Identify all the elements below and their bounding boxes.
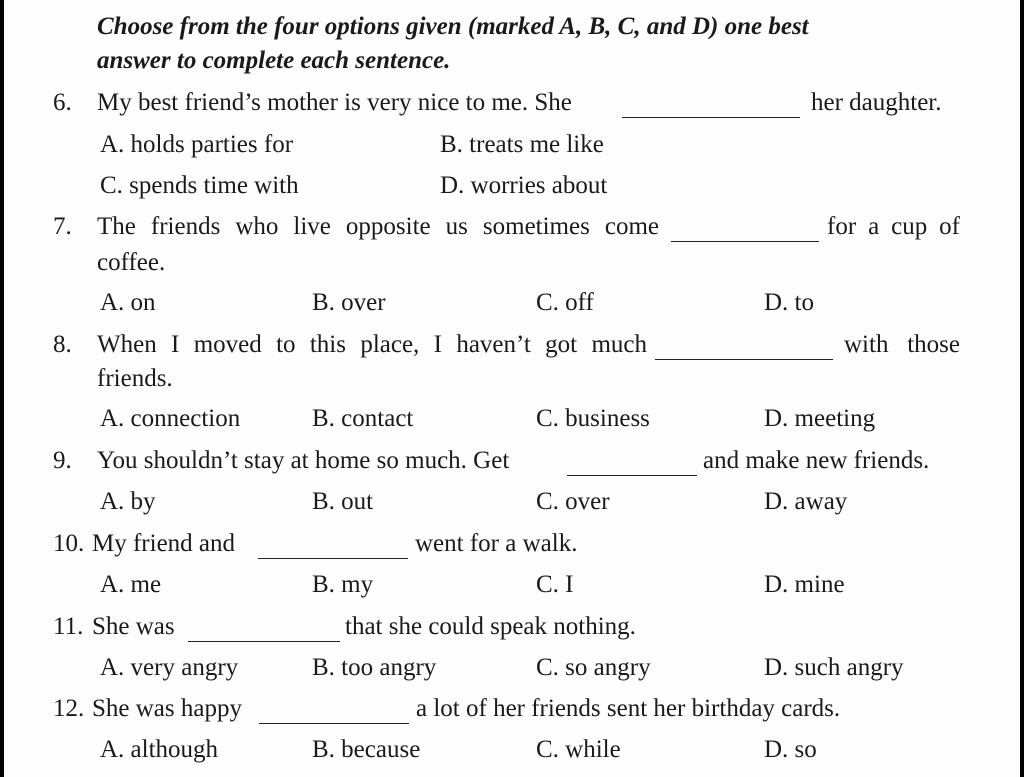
question-text-after: a lot of her friends sent her birthday cards. <box>416 695 841 722</box>
option-a[interactable]: A. by <box>100 488 156 515</box>
answer-blank[interactable] <box>188 641 340 642</box>
option-c[interactable]: C. while <box>536 736 621 763</box>
question-number: 10. <box>53 530 85 557</box>
question-text-after: her daughter. <box>811 89 942 116</box>
question-text-after: and make new friends. <box>703 447 930 474</box>
option-b[interactable]: B. contact <box>312 405 414 432</box>
option-c[interactable]: C. off <box>536 289 594 316</box>
question-text: My best friend’s mother is very nice to me. She <box>97 89 572 116</box>
answer-blank[interactable] <box>259 723 409 724</box>
option-b[interactable]: B. too angry <box>312 654 437 681</box>
question-number: 11. <box>53 613 84 640</box>
option-a[interactable]: A. connection <box>100 405 241 432</box>
answer-blank[interactable] <box>567 475 697 476</box>
question-text-after: with those <box>844 331 960 358</box>
answer-blank[interactable] <box>671 241 819 242</box>
question-text: The friends who live opposite us sometimes come <box>97 213 659 240</box>
answer-blank[interactable] <box>622 117 800 118</box>
question-number: 7. <box>53 213 72 240</box>
instructions-line-2: answer to complete each sentence. <box>97 47 451 74</box>
question-number: 12. <box>53 695 85 722</box>
option-a[interactable]: A. although <box>100 736 219 763</box>
question-text: She was <box>92 613 175 640</box>
option-a[interactable]: A. holds parties for <box>100 131 294 158</box>
option-d[interactable]: D. so <box>764 736 817 763</box>
worksheet-page <box>4 0 1020 777</box>
option-b[interactable]: B. because <box>312 736 421 763</box>
option-a[interactable]: A. on <box>100 289 156 316</box>
option-a[interactable]: A. very angry <box>100 654 239 681</box>
option-d[interactable]: D. meeting <box>764 405 876 432</box>
option-c[interactable]: C. I <box>536 571 574 598</box>
question-text: When I moved to this place, I haven’t got much <box>97 331 647 358</box>
option-c[interactable]: C. spends time with <box>100 172 299 199</box>
instructions-line-1: Choose from the four options given (marked A, B, C, and D) one best <box>97 13 809 40</box>
question-text-after: for a cup of <box>827 213 960 240</box>
answer-blank[interactable] <box>258 558 408 559</box>
question-text-after: that she could speak nothing. <box>345 613 636 640</box>
question-continuation: coffee. <box>97 249 166 276</box>
option-b[interactable]: B. treats me like <box>440 131 604 158</box>
option-b[interactable]: B. out <box>312 488 374 515</box>
option-c[interactable]: C. over <box>536 488 610 515</box>
option-b[interactable]: B. my <box>312 571 374 598</box>
option-c[interactable]: C. business <box>536 405 650 432</box>
question-text: You shouldn’t stay at home so much. Get <box>97 447 510 474</box>
option-d[interactable]: D. mine <box>764 571 845 598</box>
option-b[interactable]: B. over <box>312 289 386 316</box>
question-continuation: friends. <box>97 365 173 392</box>
option-a[interactable]: A. me <box>100 571 162 598</box>
option-c[interactable]: C. so angry <box>536 654 651 681</box>
question-text-after: went for a walk. <box>415 530 578 557</box>
option-d[interactable]: D. such angry <box>764 654 904 681</box>
question-number: 9. <box>53 447 72 474</box>
question-number: 6. <box>53 89 72 116</box>
answer-blank[interactable] <box>655 359 833 360</box>
option-d[interactable]: D. to <box>764 289 814 316</box>
question-text: She was happy <box>92 695 242 722</box>
question-text: My friend and <box>92 530 236 557</box>
option-d[interactable]: D. away <box>764 488 848 515</box>
option-d[interactable]: D. worries about <box>440 172 608 199</box>
question-number: 8. <box>53 331 72 358</box>
